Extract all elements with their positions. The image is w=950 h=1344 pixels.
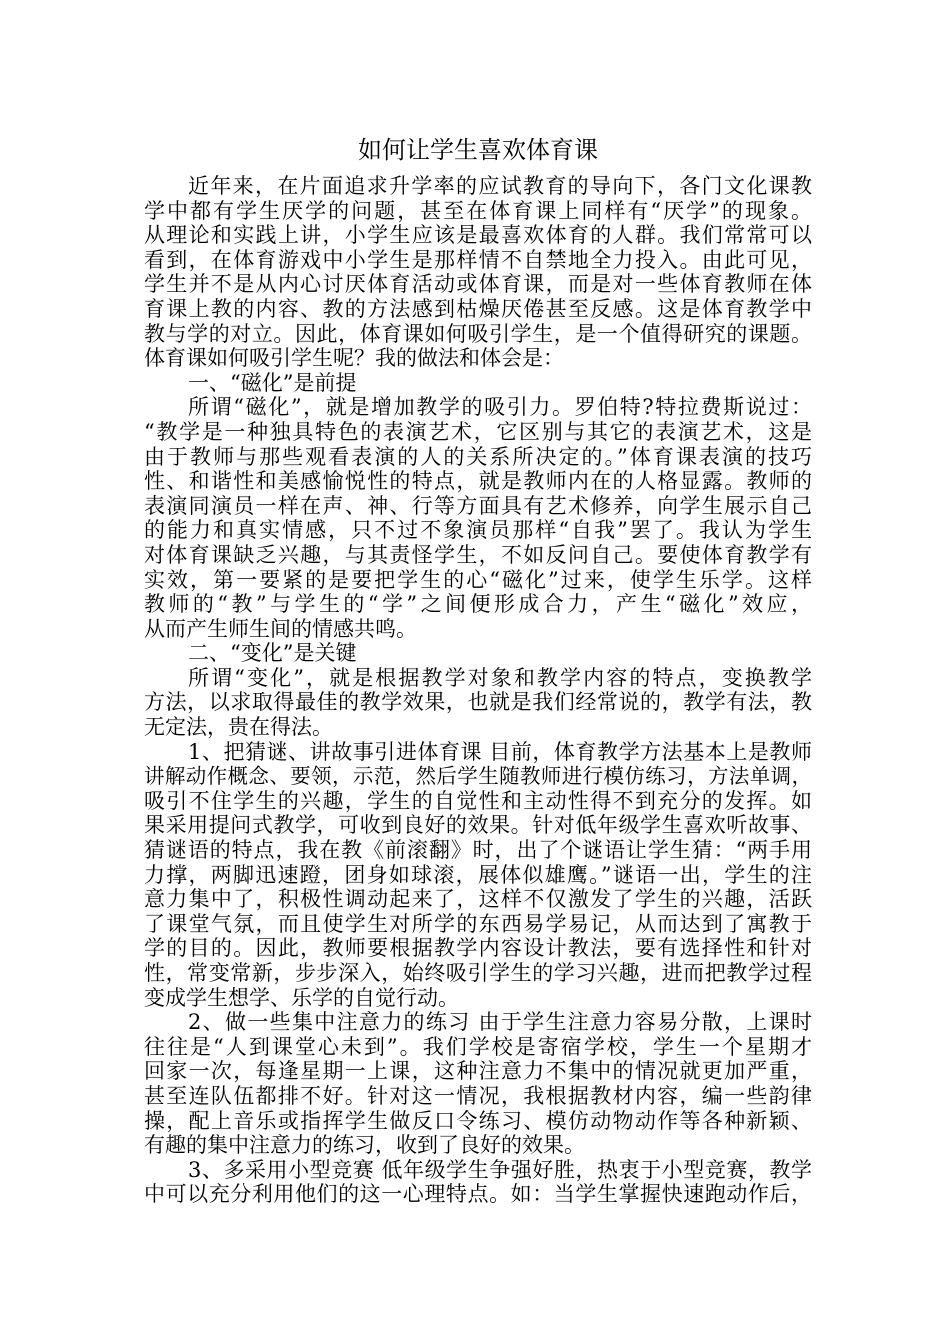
text-line: 猜谜语的特点，我在教《前滚翻》时，出了个谜语让学生猜：“两手用	[144, 838, 812, 863]
document-body	[144, 174, 812, 1207]
text-line: 性，常变常新，步步深入，始终吸引学生的学习兴趣，进而把教学过程	[144, 961, 812, 985]
text-line: 看到，在体育游戏中小学生是那样情不自禁地全力投入。由此可见，	[144, 247, 812, 272]
document-page	[144, 130, 812, 1207]
text-line: 育课上教的内容、教的方法感到枯燥厌倦甚至反感。这是体育教学中	[144, 296, 812, 321]
text-line: 由于教师与那些观看表演的人的关系所决定的。”体育课表演的技巧	[144, 444, 812, 469]
text-line: 学中都有学生厌学的问题，甚至在体育课上同样有“厌学”的现象。	[144, 198, 812, 223]
text-line: 教师的“教”与学生的“学”之间便形成合力，产生“磁化”效应，	[144, 592, 812, 617]
text-line: 二、“变化”是关键	[188, 641, 357, 666]
text-line: 从理论和实践上讲，小学生应该是最喜欢体育的人群。我们常常可以	[144, 223, 812, 248]
text-line: 从而产生师生间的情感共鸣。	[144, 616, 417, 641]
document-title: 如何让学生喜欢体育课	[358, 136, 598, 164]
text-line: 所谓“变化”，就是根据教学对象和教学内容的特点，变换教学	[188, 665, 812, 690]
text-line: 有趣的集中注意力的练习，收到了良好的效果。	[144, 1133, 585, 1158]
text-line: 中可以充分利用他们的这一心理特点。如：当学生掌握快速跑动作后，	[144, 1182, 812, 1207]
text-line: 变成学生想学、乐学的自觉行动。	[144, 985, 459, 1010]
text-line: “教学是一种独具特色的表演艺术，它区别与其它的表演艺术，这是	[144, 419, 812, 444]
text-line: 教与学的对立。因此，体育课如何吸引学生，是一个值得研究的课题。	[144, 321, 812, 346]
text-line: 2、做一些集中注意力的练习 由于学生注意力容易分散，上课时	[188, 1010, 812, 1035]
text-line: 体育课如何吸引学生呢？我的做法和体会是：	[144, 346, 564, 371]
text-line: 近年来，在片面追求升学率的应试教育的导向下，各门文化课教	[188, 174, 812, 198]
text-line: 意力集中了，积极性调动起来了，这样不仅激发了学生的兴趣，活跃	[144, 887, 812, 912]
text-line: 甚至连队伍都排不好。针对这一情况，我根据教材内容，编一些韵律	[144, 1083, 812, 1108]
text-line: 操，配上音乐或指挥学生做反口令练习、模仿动物动作等各种新颖、	[144, 1108, 812, 1133]
text-line: 回家一次，每逢星期一上课，这种注意力不集中的情况就更加严重，	[144, 1059, 812, 1084]
text-line: 3、多采用小型竞赛 低年级学生争强好胜，热衷于小型竞赛，教学	[188, 1157, 812, 1182]
text-line: 讲解动作概念、要领，示范，然后学生随教师进行模仿练习，方法单调，	[144, 764, 812, 789]
text-line: 实效，第一要紧的是要把学生的心“磁化”过来，使学生乐学。这样	[144, 567, 812, 592]
text-line: 性、和谐性和美感愉悦性的特点，就是教师内在的人格显露。教师的	[144, 469, 812, 494]
text-line: 对体育课缺乏兴趣，与其责怪学生，不如反问自己。要使体育教学有	[144, 542, 812, 567]
text-line: 的能力和真实情感，只不过不象演员那样“自我”罢了。我认为学生	[144, 518, 812, 543]
text-line: 方法，以求取得最佳的教学效果，也就是我们经常说的，教学有法，教	[144, 690, 812, 715]
text-line: 所谓“磁化”，就是增加教学的吸引力。罗伯特?特拉费斯说过：	[188, 395, 812, 420]
text-line: 学生并不是从内心讨厌体育活动或体育课，而是对一些体育教师在体	[144, 272, 812, 297]
text-line: 无定法，贵在得法。	[144, 715, 333, 740]
text-line: 往往是“人到课堂心未到”。我们学校是寄宿学校，学生一个星期才	[144, 1034, 812, 1059]
text-line: 吸引不住学生的兴趣，学生的自觉性和主动性得不到充分的发挥。如	[144, 788, 812, 813]
text-line: 1、把猜谜、讲故事引进体育课 目前，体育教学方法基本上是教师	[188, 739, 812, 764]
text-line: 表演同演员一样在声、神、行等方面具有艺术修养，向学生展示自己	[144, 493, 812, 518]
text-line: 力撑，两脚迅速蹬，团身如球滚，展体似雄鹰。”谜语一出，学生的注	[144, 862, 812, 887]
text-line: 了课堂气氛，而且使学生对所学的东西易学易记，从而达到了寓教于	[144, 911, 812, 936]
text-line: 一、“磁化”是前提	[188, 370, 357, 395]
text-line: 果采用提问式教学，可收到良好的效果。针对低年级学生喜欢听故事、	[144, 813, 812, 838]
text-line: 学的目的。因此，教师要根据教学内容设计教法，要有选择性和针对	[144, 936, 812, 961]
